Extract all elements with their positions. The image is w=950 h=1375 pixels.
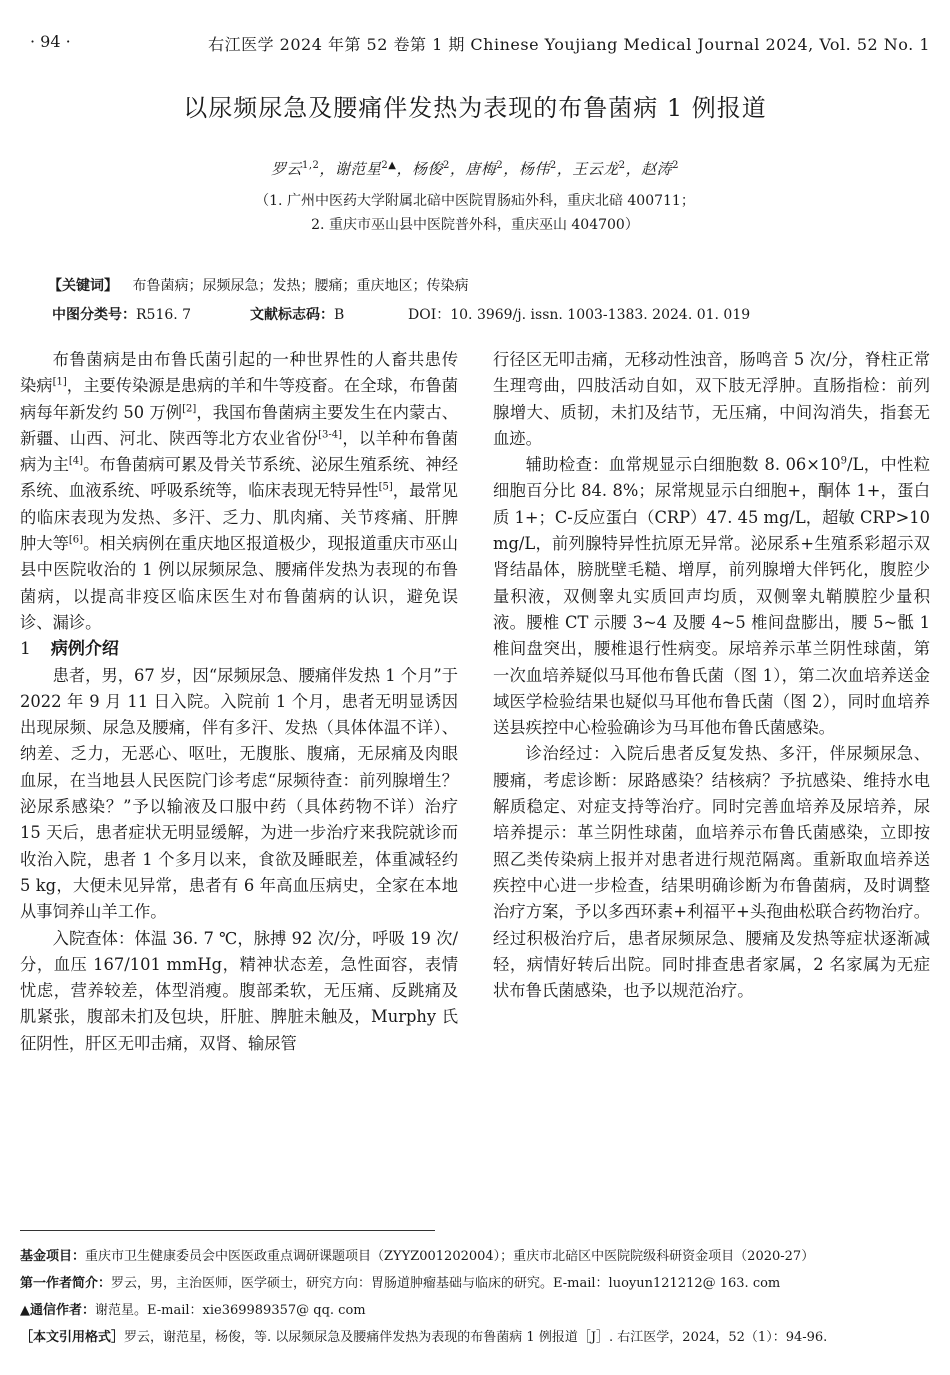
corresponding-author-note: ▲通信作者：谢范星。E-mail：xie369989357@ qq. com (20, 1303, 366, 1318)
footnote-divider (20, 1230, 435, 1231)
section-heading: 1 病例介绍 (20, 639, 119, 660)
author: 罗云 (270, 160, 302, 178)
auxiliary-exam-paragraph: 辅助检查：血常规显示白细胞数 8. $06\times 10^9/L$，中性粒细胞百分比 84. 8%；尿常规显示白细胞+，酮体 1+，蛋白质 1+；C-反应蛋白（CRP）47. 45 mg/L，超敏 CRP>10 mg/L，前列腺特异性抗原无异常。泌尿系+生殖系彩超示双肾结晶体，膀胱壁毛糙、增厚，前列腺增大伴钙化，腹腔少量积液，双侧睾丸实质回声均质，双侧睾丸鞘膜腔少量积液。腰椎 CT 示腰 3~4 及腰 4~5 椎间盘膨出，腰 5~骶 1 椎间盘突出，腰椎退行性病变。尿培养示革兰阴性球菌，第一次血培养疑似马耳他布鲁氏菌（图 1），第二次血培养送金域医学检验结果也疑似马耳他布鲁氏菌（图 2），同时血培养送县疾控中心检验确诊为马耳他布鲁氏菌感染。 (493, 455, 930, 738)
first-author-note: 第一作者简介：罗云，男，主治医师，医学硕士，研究方向：胃肠道肿瘤基础与临床的研究。E-mail：luoyun121212@ 163. com (20, 1276, 781, 1291)
author: 谢范星 (334, 160, 382, 178)
case-history-paragraph: 患者，男，67 岁，因“尿频尿急、腰痛伴发热 1 个月”于 2022 年 9 月 11 日入院。入院前 1 个月，患者无明显诱因出现尿频、尿急及腰痛，伴有多汗、发热（具体体温不详）、纳差、乏力，无恶心、呕吐，无腹胀、腹痛，无尿痛及肉眼血尿，在当地县人民医院门诊考虑“尿频待查：前列腺增生？泌尿系感染？”予以输液及口服中药（具体药物不详）治疗 15 天后，患者症状无明显缓解，为进一步治疗来我院就诊而收治入院，患者 1 个多月以来，食欲及睡眠差，体重减轻约 5 kg，大便未见异常，患者有 6 年高血压病史，全家在本地从事饲养山羊工作。 (20, 665, 458, 922)
author: 赵涛 (641, 160, 673, 178)
keywords-label: 【关键词】 (48, 278, 118, 294)
affiliation-line-2: 2. 重庆市巫山县中医院普外科，重庆巫山 404700） (311, 217, 639, 233)
right-column (493, 347, 930, 1004)
physical-exam-paragraph: 入院查体：体温 36. 7 ℃，脉搏 92 次/分，呼吸 19 次/分，血压 167/101 mmHg，精神状态差，急性面容，表情忧虑，营养较差，体型消瘦。腹部柔软，无压痛、反跳痛及肌紧张，腹部未扪及包块，肝脏、脾脏未触及，Murphy 氏征阴性，肝区无叩击痛，双肾、输尿管 (20, 928, 458, 1053)
doi: DOI：10. 3969/j. issn. 1003-1383. 2024. 01. 019 (408, 307, 751, 323)
author: 唐梅 (465, 160, 497, 178)
keywords (48, 275, 468, 295)
running-header (30, 30, 930, 54)
physical-exam-continued: 行径区无叩击痛，无移动性浊音，肠鸣音 5 次/分，脊柱正常生理弯曲，四肢活动自如，双下肢无浮肿。直肠指检：前列腺增大、质韧，未扪及结节，无压痛，中间沟消失，指套无血迹。 (493, 350, 930, 448)
affiliation-line-1: （1. 广州中医药大学附属北碚中医院胃肠疝外科，重庆北碚 400711； (255, 193, 695, 209)
journal-running-head: 右江医学 2024 年第 52 卷第 1 期 Chinese Youjiang Medical Journal 2024, Vol. 52 No. 1 (208, 35, 930, 54)
keywords-text: 布鲁菌病；尿频尿急；发热；腰痛；重庆地区；传染病 (132, 278, 469, 294)
author: 杨俊 (412, 160, 444, 178)
page-number: · 94 · (30, 32, 71, 51)
document-code: 文献标志码：B (250, 307, 345, 323)
article-title: 以尿频尿急及腰痛伴发热为表现的布鲁菌病 1 例报道 (183, 94, 767, 122)
intro-paragraph: 布鲁菌病是由布鲁氏菌引起的一种世界性的人畜共患传染病[1]，主要传染源是患病的羊和牛等疫畜。在全球，布鲁菌病每年新发约 50 万例[2]，我国布鲁菌病主要发生在内蒙古、新疆、山西、河北、陕西等北方农业省份[3-4]，以羊种布鲁菌病为主[4]。布鲁菌病可累及骨关节系统、泌尿生殖系统、神经系统、血液系统、呼吸系统等，临床表现无特异性[5]，最常见的临床表现为发热、多汗、乏力、肌肉痛、关节疼痛、肝脾肿大等[6]。相关病例在重庆地区报道极少，现报道重庆市巫山县中医院收治的 1 例以尿频尿急、腰痛伴发热为表现的布鲁菌病，以提高非疫区临床医生对布鲁菌病的认识，避免误诊、漏诊。 (20, 350, 458, 632)
author: 杨伟 (518, 160, 550, 178)
citation-format-note: ［本文引用格式］罗云，谢范星，杨俊，等. 以尿频尿急及腰痛伴发热为表现的布鲁菌病 1 例报道［J］. 右江医学，2024，52（1）：94-96. (20, 1330, 828, 1345)
author-list: 罗云$^{1,2}$，谢范星$^{2▲}$，杨俊$^2$，唐梅$^2$，杨伟$^2$，王云龙$^2$，赵涛$^2$ (270, 160, 680, 178)
clc-number: 中图分类号：R516. 7 (52, 307, 192, 323)
treatment-paragraph: 诊治经过：入院后患者反复发热、多汗，伴尿频尿急、腰痛，考虑诊断：尿路感染？结核病？予抗感染、维持水电解质稳定、对症支持等治疗。同时完善血培养及尿培养，尿培养提示：革兰阴性球菌，血培养示布鲁氏菌感染，立即按照乙类传染病上报并对患者进行规范隔离。重新取血培养送疾控中心进一步检查，结果明确诊断为布鲁菌病，及时调整治疗方案，予以多西环素+利福平+头孢曲松联合药物治疗。经过积极治疗后，患者尿频尿急、腰痛及发热等症状逐渐减轻，病情好转后出院。同时排查患者家属，2 名家属为无症状布鲁氏菌感染，也予以规范治疗。 (493, 744, 930, 1001)
left-column (20, 347, 458, 1057)
author: 王云龙 (572, 160, 619, 178)
funding-note: 基金项目：重庆市卫生健康委员会中医医政重点调研课题项目（ZYYZ001202004）；重庆市北碚区中医院院级科研资金项目（2020-27） (20, 1249, 815, 1264)
